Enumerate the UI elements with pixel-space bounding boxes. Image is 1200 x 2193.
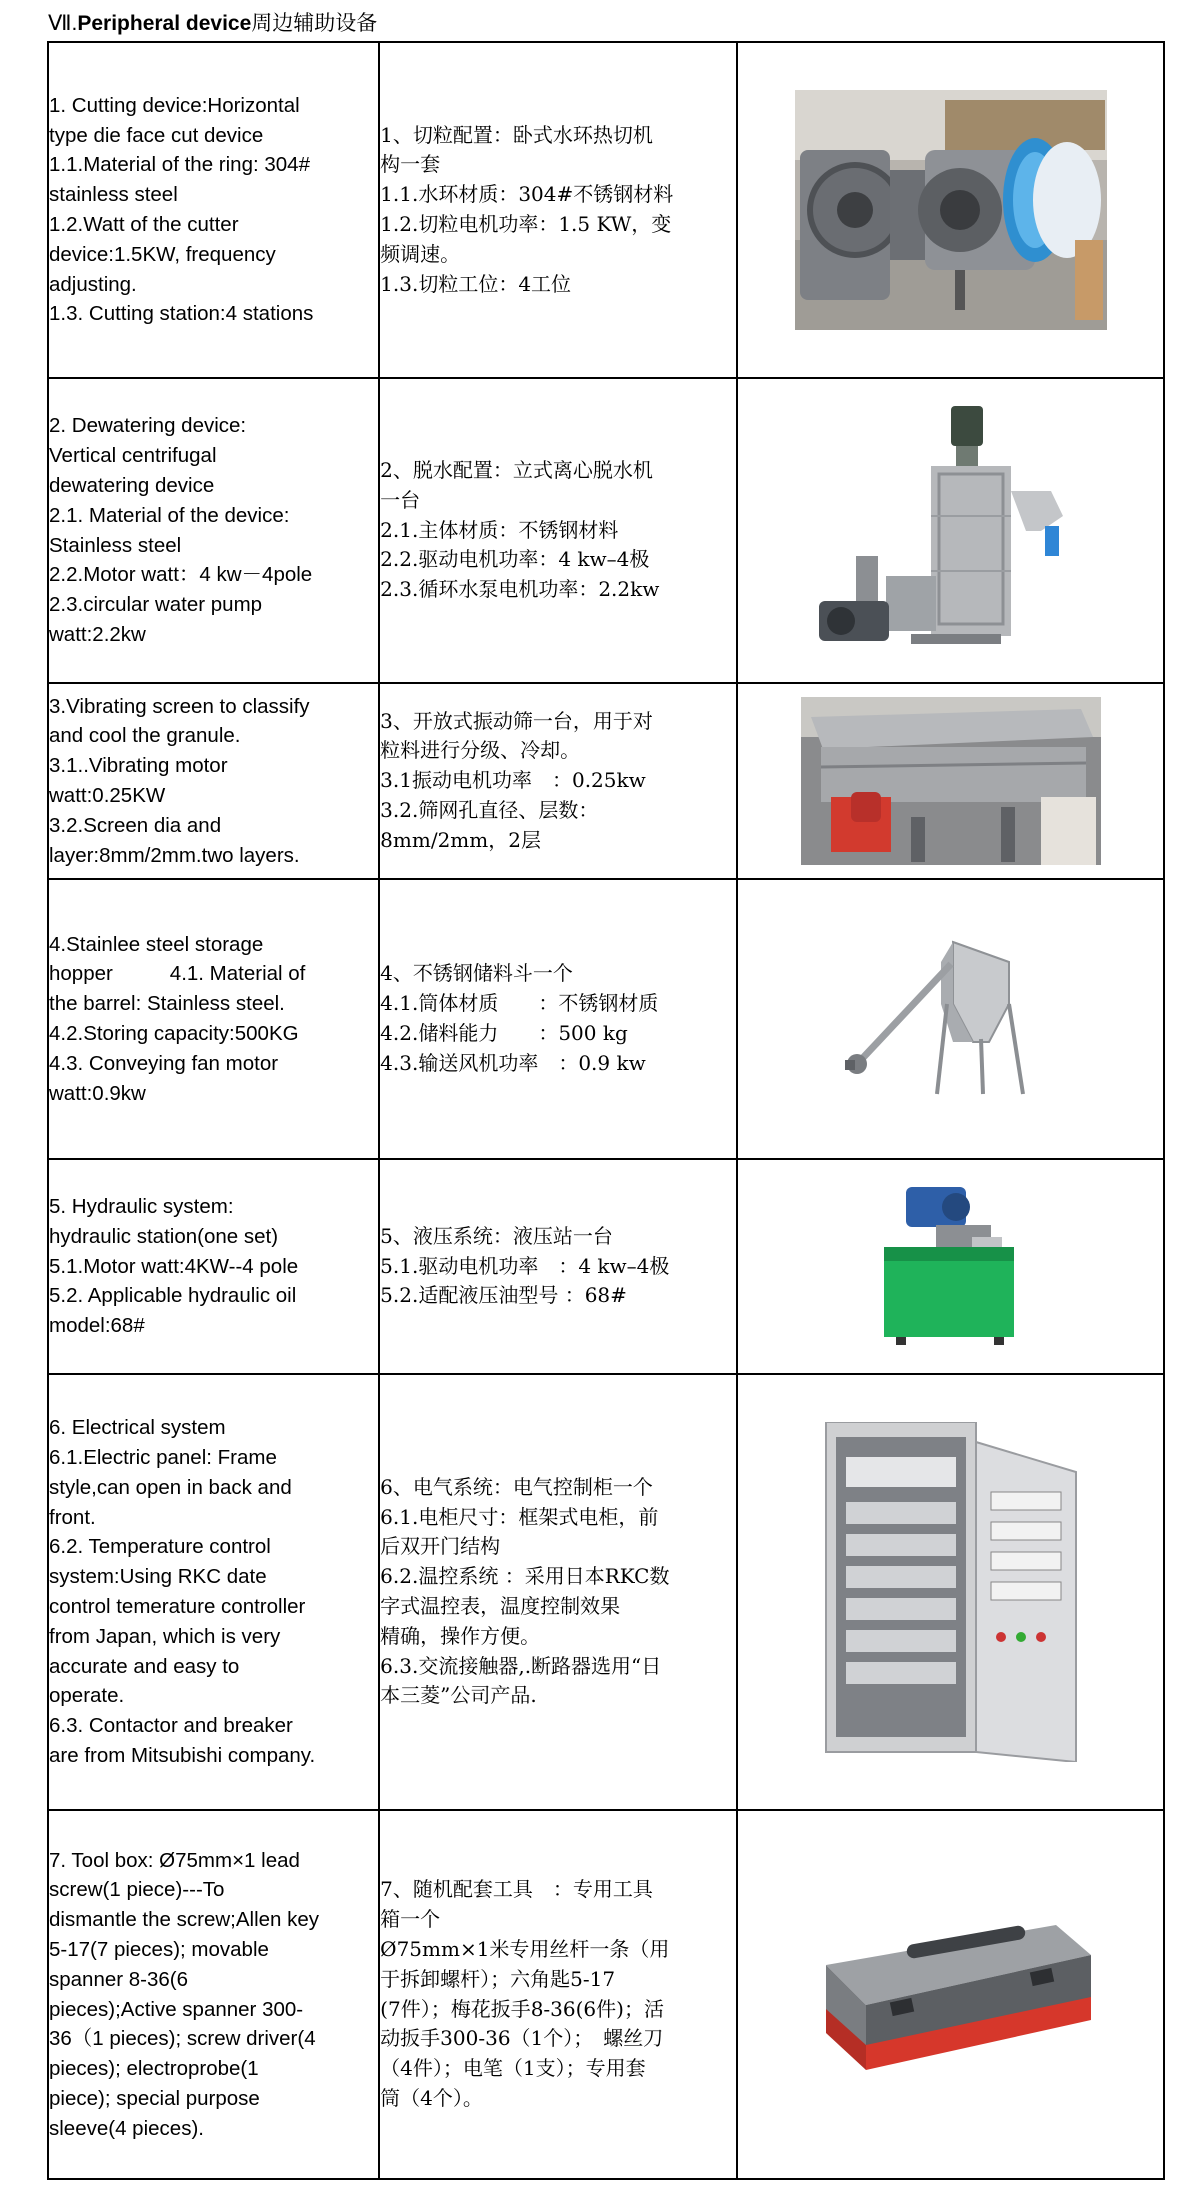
chinese-spec-cell xyxy=(379,1374,737,1810)
spec-line: style,can open in back and xyxy=(49,1475,292,1499)
spec-line: 5.2.适配液压油型号 ：68# xyxy=(380,1283,627,1308)
spec-line: stainless steel xyxy=(49,183,178,207)
spec-line: 构一套 xyxy=(380,152,441,177)
spec-line: 2.1. Material of the device: xyxy=(49,503,290,527)
spec-line: 5-17(7 pieces); movable xyxy=(49,1937,269,1961)
spec-line: 精确，操作方便。 xyxy=(380,1623,541,1648)
spec-line: 6.1.电柜尺寸：框架式电柜，前 xyxy=(380,1504,659,1529)
table-row xyxy=(48,1159,1164,1374)
spec-line: 箱一个 xyxy=(380,1907,441,1932)
centrifugal-dewatering-machine-photo xyxy=(801,396,1101,666)
spec-line: spanner 8-36(6 xyxy=(49,1967,189,1991)
spec-line: 本三菱”公司产品. xyxy=(380,1683,537,1708)
spec-line: 2.1.主体材质：不锈钢材料 xyxy=(380,517,619,542)
spec-line: 4.Stainlee steel storage xyxy=(49,932,264,956)
table-row xyxy=(48,879,1164,1159)
spec-line: system:Using RKC date xyxy=(49,1565,267,1589)
spec-line: and cool the granule. xyxy=(49,724,241,748)
english-spec-cell xyxy=(48,879,379,1159)
chinese-spec-cell xyxy=(379,1810,737,2179)
spec-line: 2.3.循环水泵电机功率：2.2kw xyxy=(380,577,660,602)
table-row xyxy=(48,378,1164,683)
english-spec-cell xyxy=(48,378,379,683)
english-spec-cell xyxy=(48,1374,379,1810)
spec-line: 6.2. Temperature control xyxy=(49,1535,271,1559)
spec-line: 3.2.Screen dia and xyxy=(49,813,222,837)
spec-line: 6.1.Electric panel: Frame xyxy=(49,1446,277,1470)
spec-line: 2.2.Motor watt：4 kw－4pole xyxy=(49,563,313,587)
spec-line: 6.2.温控系统 ：采用日本RKC数 xyxy=(380,1564,670,1589)
spec-line: 4.1.筒体材质 ：不锈钢材质 xyxy=(380,991,659,1016)
spec-line: 2.3.circular water pump xyxy=(49,593,263,617)
spec-line: 一台 xyxy=(380,487,421,512)
electrical-cabinet-photo xyxy=(816,1422,1086,1762)
spec-line: 36（1 pieces); screw driver(4 xyxy=(49,2027,316,2051)
storage-hopper-photo xyxy=(841,934,1061,1104)
english-spec-cell xyxy=(48,1810,379,2179)
spec-line: pieces);Active spanner 300- xyxy=(49,1997,304,2021)
chinese-spec-cell xyxy=(379,42,737,378)
photo-cell xyxy=(737,1810,1164,2179)
spec-line: 4.3.输送风机功率 ：0.9 kw xyxy=(380,1050,646,1075)
english-spec-cell xyxy=(48,683,379,879)
spec-line: hydraulic station(one set) xyxy=(49,1224,279,1248)
heading-title-cn: 周边辅助设备 xyxy=(251,12,378,35)
spec-line: piece); special purpose xyxy=(49,2086,260,2110)
spec-line: adjusting. xyxy=(49,272,137,296)
spec-line: the barrel: Stainless steel. xyxy=(49,992,285,1016)
spec-line: operate. xyxy=(49,1684,125,1708)
spec-line: hopper 4.1. Material of xyxy=(49,962,306,986)
spec-line: 7. Tool box: Ø75mm×1 lead xyxy=(49,1848,300,1872)
spec-line: 字式温控表，温度控制效果 xyxy=(380,1594,621,1618)
spec-line: 8mm/2mm，2层 xyxy=(380,827,541,852)
spec-line: 频调速。 xyxy=(380,241,461,266)
tool-box-photo xyxy=(806,1905,1096,2085)
spec-line: 3.Vibrating screen to classify xyxy=(49,694,310,718)
english-spec-cell xyxy=(48,1159,379,1374)
spec-line: 6、电气系统：电气控制柜一个 xyxy=(380,1474,653,1499)
spec-line: layer:8mm/2mm.two layers. xyxy=(49,843,300,867)
spec-line: 筒（4个）。 xyxy=(380,2085,483,2110)
spec-line: 3、开放式振动筛一台，用于对 xyxy=(380,708,653,733)
spec-line: model:68# xyxy=(49,1314,145,1338)
photo-cell xyxy=(737,879,1164,1159)
spec-line: from Japan, which is very xyxy=(49,1624,281,1648)
table-row xyxy=(48,1374,1164,1810)
spec-line: watt:2.2kw xyxy=(49,622,146,646)
section-heading xyxy=(48,8,377,40)
spec-line: watt:0.9kw xyxy=(49,1081,146,1105)
spec-line: dismantle the screw;Allen key xyxy=(49,1908,320,1932)
spec-line: 5、液压系统：液压站一台 xyxy=(380,1223,613,1248)
spec-line: 于拆卸螺杆）；六角匙5-17 xyxy=(380,1966,616,1991)
spec-line: dewatering device xyxy=(49,473,215,497)
spec-line: 2、脱水配置：立式离心脱水机 xyxy=(380,458,653,482)
spec-line: device:1.5KW, frequency xyxy=(49,242,276,266)
table-row xyxy=(48,1810,1164,2179)
peripheral-device-table xyxy=(47,41,1165,2180)
spec-line: 1.3. Cutting station:4 stations xyxy=(49,302,314,326)
spec-line: control temerature controller xyxy=(49,1595,306,1618)
photo-cell xyxy=(737,1374,1164,1810)
spec-line: 5.2. Applicable hydraulic oil xyxy=(49,1284,297,1308)
spec-line: 粒料进行分级、冷却。 xyxy=(380,738,581,763)
spec-line: sleeve(4 pieces). xyxy=(49,2116,204,2140)
spec-line: 1. Cutting device:Horizontal xyxy=(49,93,300,117)
spec-line: Stainless steel xyxy=(49,533,182,557)
chinese-spec-cell xyxy=(379,683,737,879)
spec-line: 4、不锈钢储料斗一个 xyxy=(380,961,573,986)
spec-line: Vertical centrifugal xyxy=(49,444,217,468)
hot-cutter-machine-photo xyxy=(795,90,1107,330)
spec-line: 4.2.储料能力 ：500 kg xyxy=(380,1021,628,1045)
spec-line: 1.3.切粒工位：4工位 xyxy=(380,271,572,296)
spec-line: 1.1.Material of the ring: 304# xyxy=(49,153,310,177)
spec-line: 4.2.Storing capacity:500KG xyxy=(49,1022,299,1045)
spec-line: 1.2.切粒电机功率：1.5 KW，变 xyxy=(380,212,672,236)
chinese-spec-cell xyxy=(379,378,737,683)
spec-line: 6. Electrical system xyxy=(49,1416,226,1440)
spec-line: 2.2.驱动电机功率：4 kw–4极 xyxy=(380,547,650,572)
spec-line: 3.1..Vibrating motor xyxy=(49,754,228,778)
spec-line: 后双开门结构 xyxy=(380,1534,501,1559)
spec-line: 3.2.筛网孔直径、层数： xyxy=(380,797,599,822)
spec-line: 1.1.水环材质：304#不锈钢材料 xyxy=(380,182,674,207)
spec-line: 1.2.Watt of the cutter xyxy=(49,213,239,236)
heading-title-en: Peripheral device xyxy=(77,12,252,35)
photo-cell xyxy=(737,378,1164,683)
photo-cell xyxy=(737,42,1164,378)
spec-line: 1、切粒配置：卧式水环热切机 xyxy=(380,122,653,147)
spec-line: Ø75mm×1米专用丝杆一条（用 xyxy=(380,1936,670,1961)
spec-line: （4件）；电笔（1支）；专用套 xyxy=(380,2056,646,2081)
heading-roman: Ⅶ. xyxy=(48,12,78,35)
photo-cell xyxy=(737,683,1164,879)
spec-line: (7件）；梅花扳手8-36(6件)；活 xyxy=(380,1996,664,2021)
english-spec-cell xyxy=(48,42,379,378)
spec-line: 3.1振动电机功率 ：0.25kw xyxy=(380,768,646,793)
vibrating-screen-photo xyxy=(801,697,1101,865)
spec-line: are from Mitsubishi company. xyxy=(49,1743,316,1767)
spec-line: watt:0.25KW xyxy=(49,784,166,807)
spec-line: 2. Dewatering device: xyxy=(49,414,247,438)
spec-line: 5.1.Motor watt:4KW--4 pole xyxy=(49,1254,299,1278)
chinese-spec-cell xyxy=(379,879,737,1159)
spec-line: type die face cut device xyxy=(49,123,264,147)
spec-line: 6.3. Contactor and breaker xyxy=(49,1714,293,1738)
spec-line: 7、随机配套工具 ：专用工具 xyxy=(380,1877,653,1902)
spec-line: front. xyxy=(49,1505,96,1529)
spec-line: 5.1.驱动电机功率 ：4 kw–4极 xyxy=(380,1253,670,1278)
spec-line: accurate and easy to xyxy=(49,1654,240,1678)
chinese-spec-cell xyxy=(379,1159,737,1374)
spec-line: 5. Hydraulic system: xyxy=(49,1195,234,1218)
photo-cell xyxy=(737,1159,1164,1374)
table-row xyxy=(48,42,1164,378)
spec-line: screw(1 piece)---To xyxy=(49,1878,225,1902)
spec-line: 6.3.交流接触器,.断路器选用“日 xyxy=(380,1653,662,1678)
spec-line: 动扳手300-36（1个）； 螺丝刀 xyxy=(380,2026,664,2051)
table-row xyxy=(48,683,1164,879)
hydraulic-station-photo xyxy=(876,1187,1026,1347)
spec-line: 4.3. Conveying fan motor xyxy=(49,1051,279,1075)
spec-line: pieces); electroprobe(1 xyxy=(49,2057,259,2081)
